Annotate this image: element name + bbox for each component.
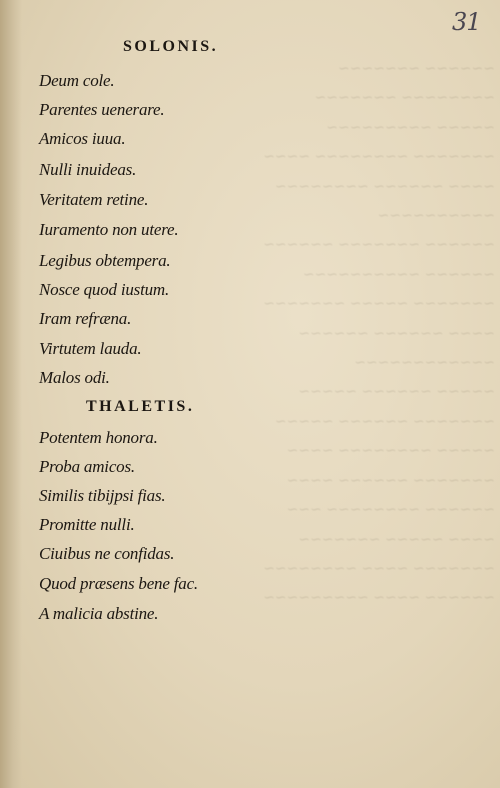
- folio-number: 31: [452, 8, 481, 36]
- maxim: Ciuibus ne confidas.: [39, 544, 175, 563]
- binding-gutter: [0, 0, 22, 788]
- maxim: Promitte nulli.: [39, 515, 135, 534]
- maxim: Proba amicos.: [39, 457, 135, 476]
- maxim: Deum cole.: [39, 71, 115, 90]
- maxim: Malos odi.: [39, 368, 110, 387]
- maxim: Iram refræna.: [39, 309, 132, 328]
- maxim: Legibus obtempera.: [39, 251, 171, 270]
- maxim: Virtutem lauda.: [39, 339, 142, 358]
- show-through: ~~~~~~ ~~~~~~~ ~~~~~~~~ ~~~~~~~ ~~~~~ ~~~~~~~~~ ~~~~~~~ ~~~~~~~~ ~~~~ ~~~~ ~~~~~~ ~~~~~~~~ ~~~~~~~~~~ ~~~~~~ ~~~~~~~ ~~~~~~ ~~~~~~ ~~~~~~~~~~ ~~~~~~~ ~~~~~ ~~~~~~~ ~~~~ ~~~~~~ ~~~~~~ ~~~~~~~~~~~~ ~~~~~ ~~~~~~ ~~~~~ ~~~~~~~ ~~~~~~ ~~~~~ ~~~~~ ~~~~~~~~ ~~~~ ~~~~~~~ ~~~~~~ ~~~~ ~~~~~~ ~~~~~~~~ ~~~ ~~~~ ~~~~~ ~~~~~~~ ~~~~~~~ ~~~~ ~~~~~~~~ ~~~~~~ ~~~~ ~~~~~~~~~: [263, 61, 495, 607]
- maxim: Amicos iuua.: [39, 129, 126, 148]
- section-heading-thaletis: THALETIS.: [86, 398, 195, 415]
- maxim: Veritatem retine.: [39, 190, 149, 209]
- maxim: Quod præsens bene fac.: [39, 574, 198, 593]
- maxim: Nulli inuideas.: [39, 160, 137, 179]
- maxim: Iuramento non utere.: [39, 220, 179, 239]
- maxim: A malicia abstine.: [39, 604, 159, 623]
- maxim: Potentem honora.: [39, 428, 158, 447]
- section-heading-solonis: SOLONIS.: [123, 38, 219, 55]
- maxim: Similis tibijpsi fias.: [39, 486, 166, 505]
- maxim: Nosce quod iustum.: [39, 280, 170, 299]
- maxim: Parentes uenerare.: [39, 100, 165, 119]
